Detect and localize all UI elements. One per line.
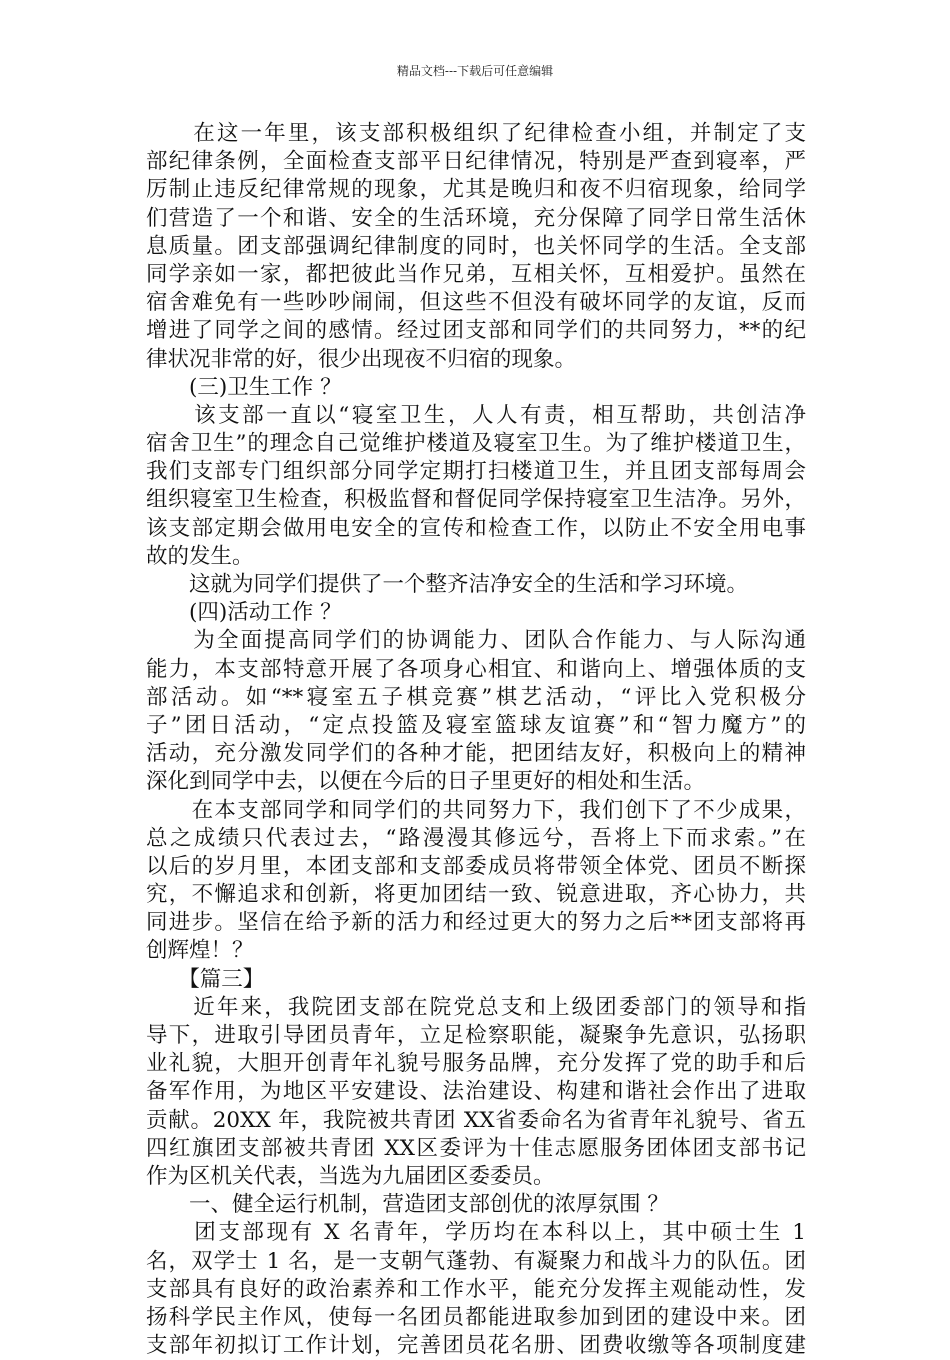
text-line: 在这一年里，该支部积极组织了纪律检查小组，并制定了支 (146, 121, 806, 146)
text-line: 为全面提高同学们的协调能力、团队合作能力、与人际沟通 (146, 628, 806, 654)
text-line: 业礼貌，大胆开创青年礼貌号服务品牌，充分发挥了党的助手和后 (146, 1051, 806, 1077)
text-line: 支部年初拟订工作计划，完善团员花名册、团费收缴等各项制度建 (146, 1333, 806, 1359)
text-line: 宿舍难免有一些吵吵闹闹，但这些不但没有破坏同学的友谊，反而 (146, 290, 806, 316)
text-line: 组织寝室卫生检查，积极监督和督促同学保持寝室卫生洁净。另外， (146, 487, 806, 513)
text-line: 深化到同学中去，以便在今后的日子里更好的相处和生活。 (146, 769, 706, 795)
text-line: 宿舍卫生”的理念自己觉维护楼道及寝室卫生。为了维护楼道卫生， (146, 431, 806, 457)
text-line: 名，双学士 1 名，是一支朝气蓬勃、有凝聚力和战斗力的队伍。团 (146, 1248, 806, 1274)
text-line: 部活动。如“**寝室五子棋竞赛”棋艺活动，“评比入党积极分 (146, 684, 806, 710)
text-line: 支部具有良好的政治素养和工作水平，能充分发挥主观能动性，发 (146, 1276, 806, 1302)
text-line: 四红旗团支部被共青团 XX区委评为十佳志愿服务团体团支部书记 (146, 1135, 806, 1161)
text-line: 律状况非常的好，很少出现夜不归宿的现象。 (146, 346, 577, 372)
text-line: 息质量。团支部强调纪律制度的同时，也关怀同学的生活。全支部 (146, 233, 806, 259)
text-line: 活动，充分激发同学们的各种才能，把团结友好，积极向上的精神 (146, 741, 806, 767)
text-line: 子”团日活动，“定点投篮及寝室篮球友谊赛”和“智力魔方”的 (146, 712, 806, 738)
text-line: 同学亲如一家，都把彼此当作兄弟，互相关怀，互相爱护。虽然在 (146, 261, 806, 287)
text-line: 该支部定期会做用电安全的宣传和检查工作，以防止不安全用电事 (146, 515, 806, 541)
text-line: 们营造了一个和谐、安全的生活环境，充分保障了同学日常生活休 (146, 205, 806, 231)
text-line: 故的发生。 (146, 543, 254, 569)
text-line: 导下，进取引导团员青年，立足检察职能，凝聚争先意识，弘扬职 (146, 1023, 806, 1048)
text-line: 部纪律条例，全面检查支部平日纪律情况，特别是严查到寝率，严 (146, 149, 806, 175)
text-line: 这就为同学们提供了一个整齐洁净安全的生活和学习环境。 (146, 572, 749, 597)
text-line: 扬科学民主作风，使每一名团员都能进取参加到团的建设中来。团 (146, 1304, 806, 1330)
page-header: 精品文档---下载后可任意编辑 (396, 64, 554, 78)
text-line: (三)卫生工作 ？ (146, 374, 342, 400)
text-line: 贡献。20XX 年，我院被共青团 XX省委命名为省青年礼貌号、省五 (146, 1107, 806, 1133)
text-line: 究，不懈追求和创新，将更加团结一致、锐意进取，齐心协力，共 (146, 882, 806, 908)
text-line: 增进了同学之间的感情。经过团支部和同学们的共同努力，**的纪 (146, 318, 806, 344)
text-line: 近年来，我院团支部在院党总支和上级团委部门的领导和指 (146, 994, 806, 1020)
text-line: 团支部现有 X 名青年，学历均在本科以上，其中硕士生 1 (146, 1220, 806, 1246)
text-line: 作为区机关代表，当选为九届团区委委员。 (146, 1163, 555, 1189)
text-line: 该支部一直以“寝室卫生，人人有责，相互帮助，共创洁净 (146, 402, 806, 428)
text-line: 以后的岁月里，本团支部和支部委成员将带领全体党、团员不断探 (146, 853, 806, 879)
text-line: 厉制止违反纪律常规的现象，尤其是晚归和夜不归宿现象，给同学 (146, 177, 806, 203)
text-line: 能力，本支部特意开展了各项身心相宜、和谐向上、增强体质的支 (146, 656, 806, 682)
text-line: 【篇三】 (146, 966, 265, 992)
text-line: 我们支部专门组织部分同学定期打扫楼道卫生，并且团支部每周会 (146, 459, 806, 485)
document-body (146, 120, 806, 1360)
text-line: 创辉煌！？ (146, 938, 254, 964)
text-line: 备军作用，为地区平安建设、法治建设、构建和谐社会作出了进取 (146, 1079, 806, 1105)
text-line: 一、健全运行机制，营造团支部创优的浓厚氛围 ？ (146, 1192, 669, 1218)
text-line: 同进步。坚信在给予新的活力和经过更大的努力之后**团支部将再 (146, 910, 806, 936)
text-line: 总之成绩只代表过去，“路漫漫其修远兮，吾将上下而求索。”在 (146, 825, 806, 851)
text-line: 在本支部同学和同学们的共同努力下，我们创下了不少成果， (146, 797, 806, 823)
text-line: (四)活动工作 ？ (146, 600, 342, 626)
